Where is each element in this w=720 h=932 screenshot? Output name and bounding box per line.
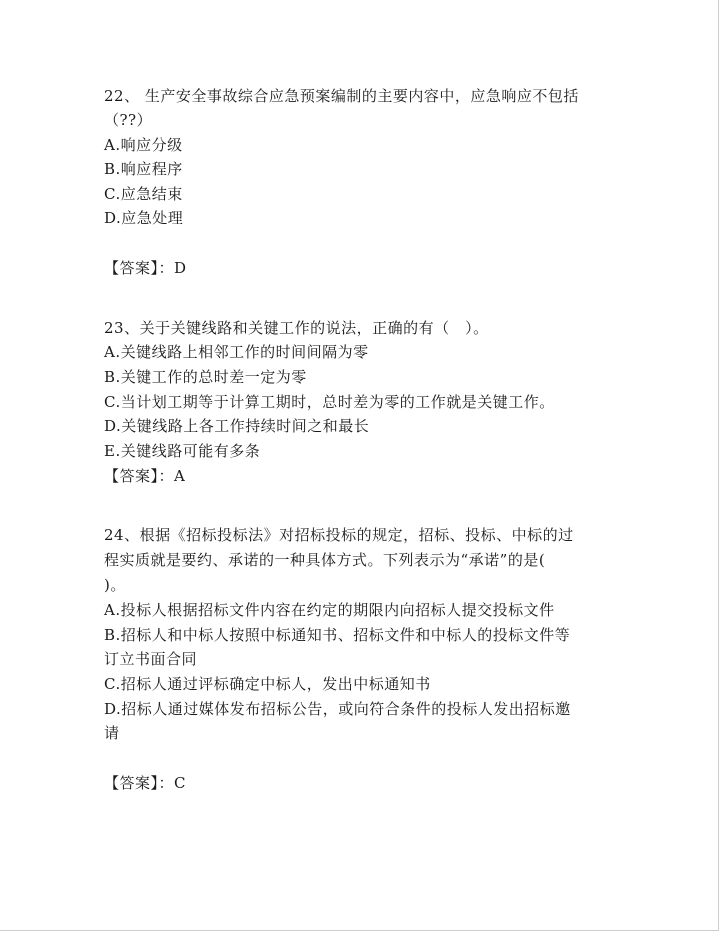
question-24-option-d-line-2: 请 <box>104 724 120 742</box>
question-24-option-c: C.招标人通过评标确定中标人，发出中标通知书 <box>104 675 431 693</box>
question-24-option-b-line-2: 订立书面合同 <box>104 650 198 668</box>
question-23-option-c: C.当计划工期等于计算工期时，总时差为零的工作就是关键工作。 <box>104 393 555 411</box>
question-23-option-d: D.关键线路上各工作持续时间之和最长 <box>104 417 370 435</box>
question-24-answer: 【答案】：C <box>104 774 186 792</box>
question-22-option-c: C.应急结束 <box>104 185 183 203</box>
question-23-answer: 【答案】：A <box>104 467 186 485</box>
question-22-answer: 【答案】：D <box>104 259 187 277</box>
question-24-stem-line-1: 24、根据《招标投标法》对招标投标的规定，招标、投标、中标的过 <box>104 526 574 544</box>
question-22-option-a: A.响应分级 <box>104 136 183 154</box>
question-24-option-d-line-1: D.招标人通过媒体发布招标公告，或向符合条件的投标人发出招标邀 <box>104 700 571 718</box>
question-23-option-a: A.关键线路上相邻工作的时间间隔为零 <box>104 343 369 361</box>
question-22-option-b: B.响应程序 <box>104 160 183 178</box>
question-24-option-a: A.投标人根据招标文件内容在约定的期限内向招标人提交投标文件 <box>104 601 555 619</box>
question-23-option-e: E.关键线路可能有多条 <box>104 442 261 460</box>
question-24-option-b-line-1: B.招标人和中标人按照中标通知书、招标文件和中标人的投标文件等 <box>104 626 571 644</box>
question-22-option-d: D.应急处理 <box>104 209 184 227</box>
question-24-stem-line-3: )。 <box>104 576 126 594</box>
question-22-stem-line-1: 22、 生产安全事故综合应急预案编制的主要内容中，应急响应不包括 <box>104 87 579 105</box>
question-22-stem-line-2: （??） <box>104 111 153 129</box>
question-23-option-b: B.关键工作的总时差一定为零 <box>104 368 307 386</box>
question-24-stem-line-2: 程实质就是要约、承诺的一种具体方式。下列表示为“承诺”的是( <box>104 551 546 569</box>
question-23-stem: 23、关于关键线路和关键工作的说法，正确的有（ ）。 <box>104 319 489 337</box>
